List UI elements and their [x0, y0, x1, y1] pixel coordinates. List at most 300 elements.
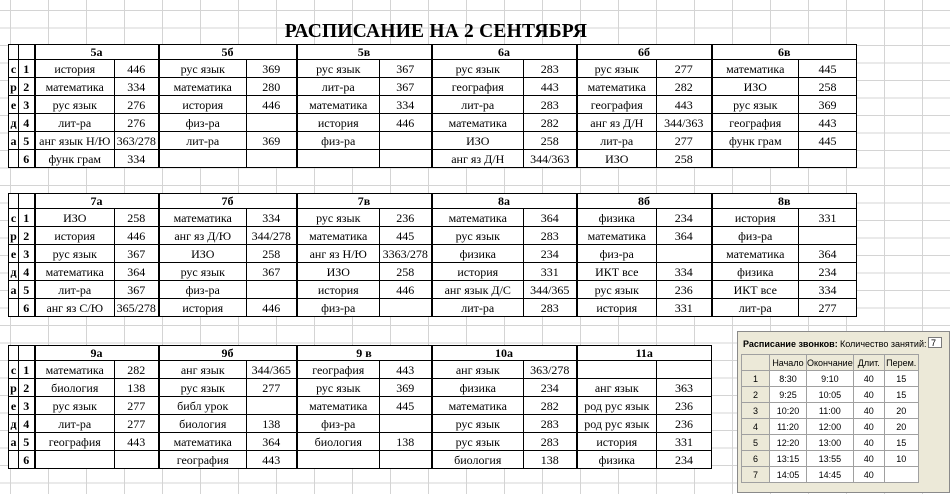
- room-cell[interactable]: 280: [247, 78, 297, 96]
- bells-cell[interactable]: 40: [853, 403, 884, 419]
- bells-cell[interactable]: 11:20: [770, 419, 807, 435]
- room-cell[interactable]: 334: [799, 281, 857, 299]
- subject-cell[interactable]: математика: [577, 227, 657, 245]
- bells-cell[interactable]: 40: [853, 371, 884, 387]
- subject-cell[interactable]: математика: [35, 361, 115, 379]
- subject-cell[interactable]: история: [297, 114, 380, 132]
- subject-cell[interactable]: лит-ра: [159, 132, 247, 150]
- bells-row: [742, 387, 919, 403]
- bells-header: Перем.: [884, 355, 918, 371]
- bells-cell[interactable]: 14:05: [770, 467, 807, 483]
- room-cell[interactable]: 282: [657, 78, 712, 96]
- bells-cell[interactable]: 10:20: [770, 403, 807, 419]
- room-cell[interactable]: 334: [380, 96, 432, 114]
- room-cell[interactable]: 138: [524, 451, 577, 469]
- subject-cell[interactable]: история: [297, 281, 380, 299]
- room-cell[interactable]: 445: [799, 60, 857, 78]
- day-letter: д: [10, 115, 17, 130]
- subject-cell[interactable]: анг яз Н/Ю: [297, 245, 380, 263]
- room-cell[interactable]: 443: [115, 433, 159, 451]
- subject-cell[interactable]: лит-ра: [297, 78, 380, 96]
- room-cell[interactable]: 138: [380, 433, 432, 451]
- subject-cell[interactable]: математика: [712, 245, 799, 263]
- class-header[interactable]: 11а: [577, 346, 712, 361]
- subject-cell[interactable]: история: [35, 60, 115, 78]
- room-cell[interactable]: 364: [115, 263, 159, 281]
- bells-row-number: 3: [742, 403, 770, 419]
- room-cell[interactable]: 283: [524, 299, 577, 317]
- room-cell[interactable]: [247, 397, 297, 415]
- room-cell[interactable]: 334: [115, 150, 159, 168]
- bells-cell[interactable]: 40: [853, 387, 884, 403]
- bells-cell[interactable]: 40: [853, 419, 884, 435]
- day-letter: р: [10, 380, 17, 395]
- room-cell[interactable]: 258: [657, 150, 712, 168]
- lesson-row: [9, 299, 857, 317]
- room-cell[interactable]: 363: [657, 379, 712, 397]
- day-letter: [9, 150, 19, 168]
- room-cell[interactable]: 258: [115, 209, 159, 227]
- room-cell[interactable]: 138: [247, 415, 297, 433]
- bells-cell[interactable]: 10:05: [807, 387, 854, 403]
- room-cell[interactable]: 445: [380, 397, 432, 415]
- class-header[interactable]: 8б: [577, 194, 712, 209]
- room-cell[interactable]: [799, 150, 857, 168]
- class-header[interactable]: 7в: [297, 194, 432, 209]
- room-cell[interactable]: 369: [247, 132, 297, 150]
- subject-cell[interactable]: математика: [159, 433, 247, 451]
- subject-cell[interactable]: род рус язык: [577, 397, 657, 415]
- room-cell[interactable]: 443: [247, 451, 297, 469]
- room-cell[interactable]: 331: [524, 263, 577, 281]
- lesson-row: [9, 415, 712, 433]
- lesson-row: [9, 78, 857, 96]
- subject-cell[interactable]: ИЗО: [712, 78, 799, 96]
- room-cell[interactable]: [380, 451, 432, 469]
- subject-cell[interactable]: анг яз Д/Н: [432, 150, 524, 168]
- subject-cell[interactable]: биология: [432, 451, 524, 469]
- bells-row: [742, 419, 919, 435]
- class-header-row: [9, 194, 857, 209]
- room-cell[interactable]: [247, 281, 297, 299]
- day-letter: д: [10, 264, 17, 279]
- room-cell[interactable]: [380, 150, 432, 168]
- room-cell[interactable]: 344/363: [657, 114, 712, 132]
- room-cell[interactable]: 3363/278: [380, 245, 432, 263]
- subject-cell[interactable]: биология: [35, 379, 115, 397]
- room-cell[interactable]: [799, 227, 857, 245]
- room-cell[interactable]: 282: [115, 361, 159, 379]
- subject-cell[interactable]: математика: [432, 397, 524, 415]
- room-cell[interactable]: 344/363: [524, 150, 577, 168]
- subject-cell[interactable]: рус язык: [297, 209, 380, 227]
- bells-cell[interactable]: 11:00: [807, 403, 854, 419]
- room-cell[interactable]: [115, 451, 159, 469]
- page-title: РАСПИСАНИЕ НА 2 СЕНТЯБРЯ: [284, 21, 588, 42]
- day-letter: с: [9, 361, 19, 379]
- subject-cell[interactable]: анг язык: [432, 361, 524, 379]
- subject-cell[interactable]: рус язык: [432, 433, 524, 451]
- bells-cell[interactable]: 13:00: [807, 435, 854, 451]
- subject-cell[interactable]: ИЗО: [159, 245, 247, 263]
- subject-cell[interactable]: история: [577, 433, 657, 451]
- subject-cell[interactable]: математика: [297, 227, 380, 245]
- bells-cell[interactable]: 40: [853, 435, 884, 451]
- room-cell[interactable]: [380, 415, 432, 433]
- room-cell[interactable]: 446: [115, 60, 159, 78]
- bells-row: [742, 467, 919, 483]
- room-cell[interactable]: 234: [657, 451, 712, 469]
- room-cell[interactable]: 277: [657, 60, 712, 78]
- subject-cell[interactable]: ИКТ все: [712, 281, 799, 299]
- room-cell[interactable]: 277: [115, 397, 159, 415]
- subject-cell[interactable]: библ урок: [159, 397, 247, 415]
- room-cell[interactable]: 334: [247, 209, 297, 227]
- room-cell[interactable]: 365/278: [115, 299, 159, 317]
- lesson-count-input[interactable]: 7: [928, 337, 942, 348]
- day-letter: а: [10, 282, 17, 297]
- subject-cell[interactable]: биология: [297, 433, 380, 451]
- room-cell[interactable]: 277: [115, 415, 159, 433]
- subject-cell[interactable]: история: [577, 299, 657, 317]
- subject-cell[interactable]: физика: [577, 209, 657, 227]
- room-cell[interactable]: 446: [380, 281, 432, 299]
- subject-cell[interactable]: рус язык: [159, 379, 247, 397]
- subject-cell[interactable]: ИЗО: [432, 132, 524, 150]
- lesson-number: 1: [19, 60, 35, 78]
- subject-cell[interactable]: функ грам: [35, 150, 115, 168]
- subject-cell[interactable]: математика: [712, 60, 799, 78]
- subject-cell[interactable]: ИЗО: [297, 263, 380, 281]
- bells-cell[interactable]: 15: [884, 435, 918, 451]
- bells-table: [741, 354, 919, 483]
- subject-cell[interactable]: лит-ра: [35, 415, 115, 433]
- room-cell[interactable]: 258: [380, 263, 432, 281]
- class-header[interactable]: 6в: [712, 45, 857, 60]
- bells-row-number: 4: [742, 419, 770, 435]
- class-header[interactable]: 6б: [577, 45, 712, 60]
- day-letter: р: [10, 79, 17, 94]
- subject-cell[interactable]: рус язык: [159, 60, 247, 78]
- room-cell[interactable]: 283: [524, 60, 577, 78]
- bells-row-number: 2: [742, 387, 770, 403]
- bells-row: [742, 451, 919, 467]
- subject-cell[interactable]: физика: [712, 263, 799, 281]
- room-cell[interactable]: 283: [524, 433, 577, 451]
- subject-cell[interactable]: рус язык: [577, 60, 657, 78]
- room-cell[interactable]: 277: [799, 299, 857, 317]
- subject-cell[interactable]: рус язык: [297, 379, 380, 397]
- room-cell[interactable]: 446: [380, 114, 432, 132]
- bells-cell[interactable]: 40: [853, 467, 884, 483]
- room-cell[interactable]: 363/278: [524, 361, 577, 379]
- bells-cell[interactable]: 20: [884, 403, 918, 419]
- subject-cell[interactable]: анг яз С/Ю: [35, 299, 115, 317]
- subject-cell[interactable]: рус язык: [432, 60, 524, 78]
- subject-cell[interactable]: анг яз Д/Ю: [159, 227, 247, 245]
- room-cell[interactable]: 443: [799, 114, 857, 132]
- room-cell[interactable]: 258: [247, 245, 297, 263]
- bells-row: [742, 403, 919, 419]
- room-cell[interactable]: 445: [799, 132, 857, 150]
- subject-cell[interactable]: анг язык: [577, 379, 657, 397]
- subject-cell[interactable]: анг язык: [159, 361, 247, 379]
- room-cell[interactable]: [657, 245, 712, 263]
- room-cell[interactable]: 369: [799, 96, 857, 114]
- day-letter: е: [9, 397, 19, 415]
- day-letter: а: [10, 434, 17, 449]
- subject-cell[interactable]: физ-ра: [159, 114, 247, 132]
- subject-cell[interactable]: рус язык: [35, 397, 115, 415]
- subject-cell[interactable]: история: [712, 209, 799, 227]
- subject-cell[interactable]: функ грам: [712, 132, 799, 150]
- subject-cell[interactable]: рус язык: [159, 263, 247, 281]
- lesson-row: [9, 114, 857, 132]
- subject-cell[interactable]: ИЗО: [577, 150, 657, 168]
- room-cell[interactable]: 443: [524, 78, 577, 96]
- subject-cell[interactable]: [297, 150, 380, 168]
- subject-cell[interactable]: рус язык: [712, 96, 799, 114]
- room-cell[interactable]: 446: [247, 96, 297, 114]
- subject-cell[interactable]: история: [35, 227, 115, 245]
- room-cell[interactable]: 282: [524, 397, 577, 415]
- class-header[interactable]: 5в: [297, 45, 432, 60]
- subject-cell[interactable]: география: [432, 78, 524, 96]
- subject-cell[interactable]: анг яз Д/Н: [577, 114, 657, 132]
- bells-cell[interactable]: 15: [884, 371, 918, 387]
- lesson-row: [9, 263, 857, 281]
- day-letter: е: [9, 96, 19, 114]
- subject-cell[interactable]: география: [712, 114, 799, 132]
- bells-cell[interactable]: [884, 467, 918, 483]
- room-cell[interactable]: 276: [115, 114, 159, 132]
- subject-cell[interactable]: математика: [35, 263, 115, 281]
- room-cell[interactable]: 443: [380, 361, 432, 379]
- subject-cell[interactable]: лит-ра: [35, 281, 115, 299]
- room-cell[interactable]: 369: [380, 379, 432, 397]
- room-cell[interactable]: [247, 114, 297, 132]
- subject-cell[interactable]: ИЗО: [35, 209, 115, 227]
- bells-cell[interactable]: 10: [884, 451, 918, 467]
- subject-cell[interactable]: анг язык Н/Ю: [35, 132, 115, 150]
- room-cell[interactable]: 364: [657, 227, 712, 245]
- room-cell[interactable]: 344/365: [524, 281, 577, 299]
- subject-cell[interactable]: математика: [159, 209, 247, 227]
- room-cell[interactable]: 258: [524, 132, 577, 150]
- lesson-number: 5: [19, 132, 35, 150]
- room-cell[interactable]: 138: [115, 379, 159, 397]
- subject-cell[interactable]: ИКТ все: [577, 263, 657, 281]
- subject-cell[interactable]: рус язык: [577, 281, 657, 299]
- room-cell[interactable]: 367: [380, 78, 432, 96]
- subject-cell[interactable]: математика: [432, 209, 524, 227]
- room-cell[interactable]: 334: [657, 263, 712, 281]
- subject-cell[interactable]: род рус язык: [577, 415, 657, 433]
- subject-cell[interactable]: рус язык: [432, 415, 524, 433]
- room-cell[interactable]: 236: [380, 209, 432, 227]
- subject-cell[interactable]: физика: [577, 451, 657, 469]
- lesson-row: [9, 281, 857, 299]
- bells-header: Окончание: [807, 355, 854, 371]
- room-cell[interactable]: 234: [524, 379, 577, 397]
- room-cell[interactable]: 236: [657, 415, 712, 433]
- subject-cell[interactable]: география: [577, 96, 657, 114]
- subject-cell[interactable]: математика: [35, 78, 115, 96]
- subject-cell[interactable]: математика: [159, 78, 247, 96]
- bells-cell[interactable]: 8:30: [770, 371, 807, 387]
- room-cell[interactable]: 344/278: [247, 227, 297, 245]
- day-letter: а: [10, 133, 17, 148]
- lesson-number: 4: [19, 263, 35, 281]
- corner-cell: [9, 194, 19, 209]
- class-header[interactable]: 9а: [35, 346, 159, 361]
- room-cell[interactable]: [380, 299, 432, 317]
- subject-cell[interactable]: анг язык Д/С: [432, 281, 524, 299]
- room-cell[interactable]: 234: [799, 263, 857, 281]
- room-cell[interactable]: 443: [657, 96, 712, 114]
- room-cell[interactable]: 344/365: [247, 361, 297, 379]
- lesson-number: 5: [19, 281, 35, 299]
- room-cell[interactable]: 364: [247, 433, 297, 451]
- subject-cell[interactable]: математика: [577, 78, 657, 96]
- room-cell[interactable]: 283: [524, 415, 577, 433]
- room-cell[interactable]: 364: [799, 245, 857, 263]
- room-cell[interactable]: 367: [380, 60, 432, 78]
- room-cell[interactable]: [247, 150, 297, 168]
- subject-cell[interactable]: математика: [297, 397, 380, 415]
- class-header[interactable]: 8в: [712, 194, 857, 209]
- room-cell[interactable]: 367: [115, 281, 159, 299]
- subject-cell[interactable]: география: [297, 361, 380, 379]
- subject-cell[interactable]: физ-ра: [297, 132, 380, 150]
- room-cell[interactable]: 282: [524, 114, 577, 132]
- bells-row: [742, 435, 919, 451]
- room-cell[interactable]: 283: [524, 96, 577, 114]
- subject-cell[interactable]: физ-ра: [297, 415, 380, 433]
- class-header[interactable]: 9б: [159, 346, 297, 361]
- subject-cell[interactable]: [35, 451, 115, 469]
- room-cell[interactable]: 446: [115, 227, 159, 245]
- subject-cell[interactable]: математика: [297, 96, 380, 114]
- class-header[interactable]: 8а: [432, 194, 577, 209]
- bells-cell[interactable]: 40: [853, 451, 884, 467]
- room-cell[interactable]: 234: [657, 209, 712, 227]
- subject-cell[interactable]: биология: [159, 415, 247, 433]
- subject-cell[interactable]: лит-ра: [712, 299, 799, 317]
- schedule-table-5-6: [8, 44, 857, 168]
- room-cell[interactable]: [380, 132, 432, 150]
- subject-cell[interactable]: лит-ра: [577, 132, 657, 150]
- room-cell[interactable]: 364: [524, 209, 577, 227]
- bells-cell[interactable]: 12:20: [770, 435, 807, 451]
- room-cell[interactable]: [657, 361, 712, 379]
- class-header[interactable]: 5б: [159, 45, 297, 60]
- bells-corner: [742, 355, 770, 371]
- subject-cell[interactable]: [577, 361, 657, 379]
- bells-cell[interactable]: 13:15: [770, 451, 807, 467]
- lesson-row: [9, 361, 712, 379]
- subject-cell[interactable]: рус язык: [432, 227, 524, 245]
- subject-cell[interactable]: рус язык: [35, 245, 115, 263]
- subject-cell[interactable]: физ-ра: [712, 227, 799, 245]
- subject-cell[interactable]: рус язык: [297, 60, 380, 78]
- bells-row-number: 7: [742, 467, 770, 483]
- day-letter: с: [9, 209, 19, 227]
- room-cell[interactable]: 363/278: [115, 132, 159, 150]
- room-cell[interactable]: 334: [115, 78, 159, 96]
- subject-cell[interactable]: [712, 150, 799, 168]
- bells-cell[interactable]: 12:00: [807, 419, 854, 435]
- subject-cell[interactable]: история: [159, 299, 247, 317]
- room-cell[interactable]: 369: [247, 60, 297, 78]
- bells-header-row: [742, 355, 919, 371]
- bells-cell[interactable]: 14:45: [807, 467, 854, 483]
- subject-cell[interactable]: физ-ра: [297, 299, 380, 317]
- class-header[interactable]: 7б: [159, 194, 297, 209]
- room-cell[interactable]: 236: [657, 397, 712, 415]
- room-cell[interactable]: 258: [799, 78, 857, 96]
- subject-cell[interactable]: математика: [432, 114, 524, 132]
- bells-cell[interactable]: 9:25: [770, 387, 807, 403]
- subject-cell[interactable]: география: [35, 433, 115, 451]
- class-header-row: [9, 346, 712, 361]
- room-cell[interactable]: 277: [247, 379, 297, 397]
- lesson-number: 2: [19, 379, 35, 397]
- bells-cell[interactable]: 20: [884, 419, 918, 435]
- room-cell[interactable]: 234: [524, 245, 577, 263]
- subject-cell[interactable]: лит-ра: [35, 114, 115, 132]
- subject-cell[interactable]: история: [432, 263, 524, 281]
- subject-cell[interactable]: физика: [432, 245, 524, 263]
- subject-cell[interactable]: история: [159, 96, 247, 114]
- class-header[interactable]: 5а: [35, 45, 159, 60]
- subject-cell[interactable]: [297, 451, 380, 469]
- bells-cell[interactable]: 13:55: [807, 451, 854, 467]
- room-cell[interactable]: 236: [657, 281, 712, 299]
- subject-cell[interactable]: физика: [432, 379, 524, 397]
- lesson-number: 5: [19, 433, 35, 451]
- class-header[interactable]: 6а: [432, 45, 577, 60]
- subject-cell[interactable]: рус язык: [35, 96, 115, 114]
- class-header[interactable]: 9 в: [297, 346, 432, 361]
- class-header[interactable]: 10а: [432, 346, 577, 361]
- subject-cell[interactable]: лит-ра: [432, 299, 524, 317]
- subject-cell[interactable]: [159, 150, 247, 168]
- class-header[interactable]: 7а: [35, 194, 159, 209]
- room-cell[interactable]: 276: [115, 96, 159, 114]
- room-cell[interactable]: 331: [799, 209, 857, 227]
- room-cell[interactable]: 331: [657, 433, 712, 451]
- corner-cell: [9, 346, 19, 361]
- room-cell[interactable]: 283: [524, 227, 577, 245]
- bells-row: [742, 371, 919, 387]
- subject-cell[interactable]: физ-ра: [577, 245, 657, 263]
- bells-cell[interactable]: 15: [884, 387, 918, 403]
- bells-cell[interactable]: 9:10: [807, 371, 854, 387]
- subject-cell[interactable]: физ-ра: [159, 281, 247, 299]
- room-cell[interactable]: 446: [247, 299, 297, 317]
- room-cell[interactable]: 277: [657, 132, 712, 150]
- room-cell[interactable]: 331: [657, 299, 712, 317]
- lesson-row: [9, 96, 857, 114]
- subject-cell[interactable]: география: [159, 451, 247, 469]
- lesson-row: [9, 132, 857, 150]
- room-cell[interactable]: 367: [115, 245, 159, 263]
- room-cell[interactable]: 445: [380, 227, 432, 245]
- subject-cell[interactable]: лит-ра: [432, 96, 524, 114]
- room-cell[interactable]: 367: [247, 263, 297, 281]
- lesson-number: 1: [19, 361, 35, 379]
